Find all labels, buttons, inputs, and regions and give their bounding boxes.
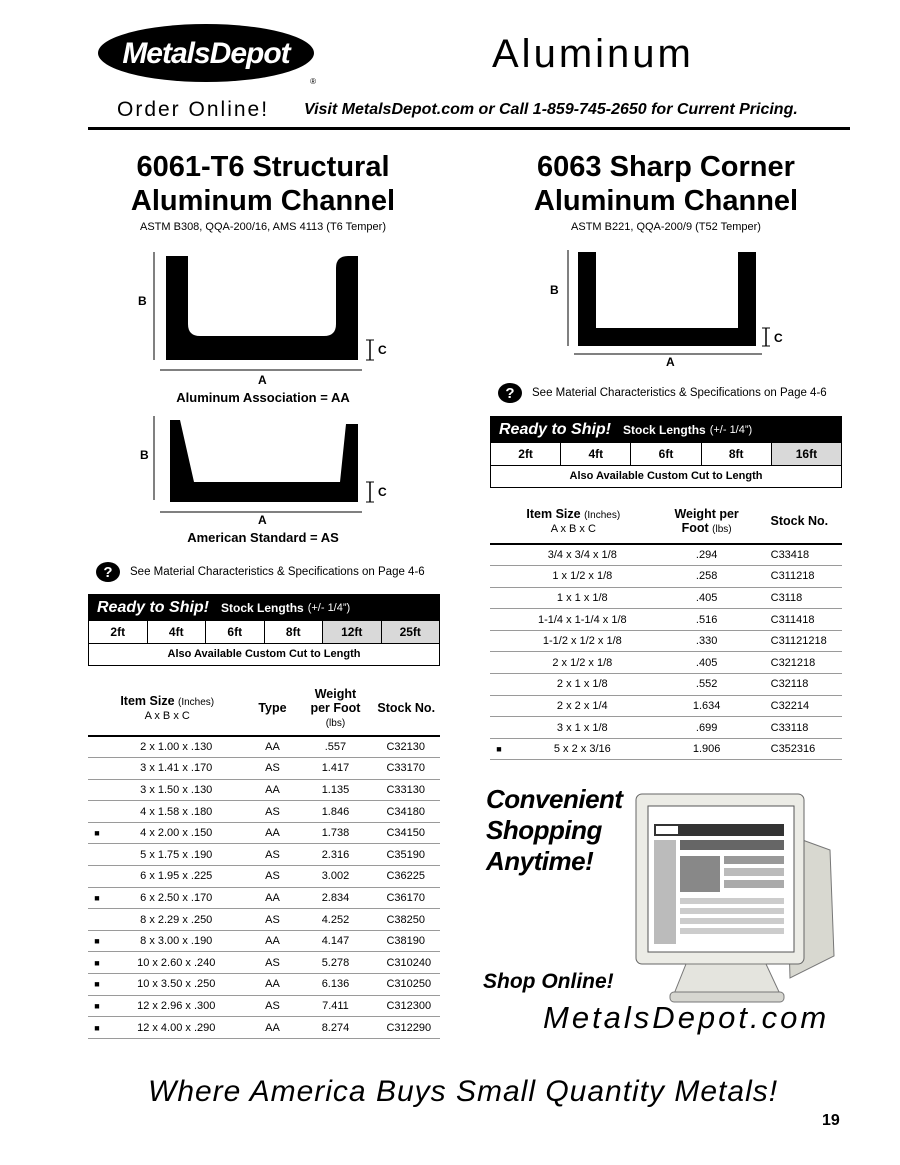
- table-row: [88, 995, 440, 1017]
- type-cell: AS: [246, 995, 298, 1017]
- stock-no-cell: C31121218: [757, 630, 842, 652]
- row-bullet: [88, 866, 106, 888]
- item-size-cell: 3 x 1.50 x .130: [106, 779, 246, 801]
- aa-label-a: A: [258, 373, 267, 387]
- right-length-option: 4ft: [561, 443, 631, 465]
- metalsdepot-logo: [98, 24, 320, 86]
- table-row: [88, 844, 440, 866]
- left-length-option: 25ft: [382, 621, 440, 643]
- as-label-c: C: [378, 485, 387, 499]
- stock-no-cell: C311218: [757, 566, 842, 588]
- weight-cell: .405: [657, 652, 757, 674]
- left-see-material[interactable]: [96, 562, 425, 582]
- weight-cell: .552: [657, 674, 757, 696]
- left-ready-to-ship: Ready to Ship!: [97, 599, 210, 616]
- row-bullet: [490, 609, 508, 631]
- logo-registered-mark: ®: [310, 77, 316, 86]
- weight-cell: 1.846: [298, 801, 372, 823]
- weight-cell: .405: [657, 587, 757, 609]
- type-header: Type: [246, 684, 298, 736]
- weight-cell: 2.316: [298, 844, 372, 866]
- type-cell: AS: [246, 758, 298, 780]
- right-spec: ASTM B221, QQA-200/9 (T52 Temper): [571, 221, 761, 233]
- table-row: [490, 630, 842, 652]
- row-bullet: [490, 566, 508, 588]
- item-size-cell: 2 x 1.00 x .130: [106, 736, 246, 758]
- right-table-body: [490, 544, 842, 760]
- right-length-option: 8ft: [702, 443, 772, 465]
- item-size-cell: 3/4 x 3/4 x 1/8: [508, 544, 657, 566]
- item-size-cell: 3 x 1.41 x .170: [106, 758, 246, 780]
- stock-no-header: Stock No.: [757, 502, 842, 544]
- type-cell: AA: [246, 736, 298, 758]
- type-cell: AA: [246, 1017, 298, 1039]
- stock-no-cell: C321218: [757, 652, 842, 674]
- sc-label-b: B: [550, 283, 559, 297]
- weight-cell: 4.147: [298, 930, 372, 952]
- item-size-cell: 1-1/2 x 1/2 x 1/8: [508, 630, 657, 652]
- aa-caption: Aluminum Association = AA: [176, 390, 350, 405]
- left-title-line2: Aluminum Channel: [130, 185, 396, 217]
- right-length-options: [491, 443, 841, 466]
- header-rule: [88, 127, 850, 130]
- row-bullet: ■: [88, 930, 106, 952]
- item-size-cell: 8 x 2.29 x .250: [106, 909, 246, 931]
- left-stock-lengths-box: [88, 594, 440, 666]
- stock-no-cell: C35190: [372, 844, 440, 866]
- weight-cell: 4.252: [298, 909, 372, 931]
- left-table-body: [88, 736, 440, 1038]
- left-title-line1: 6061-T6 Structural: [136, 151, 390, 183]
- footer-tagline: Where America Buys Small Quantity Metals!: [148, 1075, 779, 1108]
- left-length-options: [89, 621, 439, 644]
- item-size-cell: 4 x 1.58 x .180: [106, 801, 246, 823]
- right-product-table: [490, 502, 842, 760]
- left-length-option: 8ft: [265, 621, 324, 643]
- type-cell: AS: [246, 801, 298, 823]
- row-bullet: [88, 909, 106, 931]
- row-bullet: ■: [88, 974, 106, 996]
- item-size-cell: 6 x 2.50 x .170: [106, 887, 246, 909]
- order-online-label: Order Online!: [117, 98, 270, 121]
- right-tolerance: (+/- 1/4”): [709, 424, 753, 436]
- weight-cell: 7.411: [298, 995, 372, 1017]
- stock-no-cell: C33170: [372, 758, 440, 780]
- right-title-line2: Aluminum Channel: [533, 185, 799, 217]
- item-size-cell: 3 x 1 x 1/8: [508, 717, 657, 739]
- item-size-cell: 2 x 1/2 x 1/8: [508, 652, 657, 674]
- stock-no-cell: C310240: [372, 952, 440, 974]
- weight-cell: 1.135: [298, 779, 372, 801]
- weight-cell: 5.278: [298, 952, 372, 974]
- table-row: [88, 887, 440, 909]
- left-length-option: 4ft: [148, 621, 207, 643]
- table-row: [88, 801, 440, 823]
- table-row: [88, 974, 440, 996]
- right-stock-lengths-box: [490, 416, 842, 488]
- item-size-cell: 1 x 1/2 x 1/8: [508, 566, 657, 588]
- weight-cell: .330: [657, 630, 757, 652]
- row-bullet: ■: [88, 1017, 106, 1039]
- sc-label-a: A: [666, 355, 675, 369]
- aa-channel-diagram: [130, 248, 400, 388]
- right-length-option: 2ft: [491, 443, 561, 465]
- right-product-title: [490, 150, 842, 218]
- item-size-cell: 4 x 2.00 x .150: [106, 822, 246, 844]
- row-bullet: [88, 844, 106, 866]
- computer-monitor-image: [630, 788, 842, 1006]
- shop-online-text: Shop Online!: [483, 970, 614, 993]
- left-custom-cut: Also Available Custom Cut to Length: [167, 648, 361, 660]
- help-question-icon: ?: [498, 383, 522, 403]
- row-bullet: [490, 630, 508, 652]
- promo-line1: Convenient: [486, 784, 623, 814]
- table-row: [88, 930, 440, 952]
- weight-cell: 8.274: [298, 1017, 372, 1039]
- stock-no-cell: C312300: [372, 995, 440, 1017]
- weight-cell: 3.002: [298, 866, 372, 888]
- weight-cell: .699: [657, 717, 757, 739]
- table-row: [490, 609, 842, 631]
- promo-headline: [486, 784, 623, 877]
- stock-no-cell: C32130: [372, 736, 440, 758]
- item-size-header: Item Size (Inches) A x B x C: [88, 684, 246, 736]
- page-title: Aluminum: [492, 32, 694, 76]
- stock-no-cell: C311418: [757, 609, 842, 631]
- stock-no-cell: C36225: [372, 866, 440, 888]
- weight-cell: 1.417: [298, 758, 372, 780]
- item-size-cell: 8 x 3.00 x .190: [106, 930, 246, 952]
- stock-no-cell: C32214: [757, 695, 842, 717]
- left-stock-lengths-label: Stock Lengths: [221, 601, 304, 615]
- stock-no-header: Stock No.: [372, 684, 440, 736]
- item-size-cell: 2 x 1 x 1/8: [508, 674, 657, 696]
- stock-no-cell: C38250: [372, 909, 440, 931]
- as-label-a: A: [258, 513, 267, 527]
- weight-cell: .516: [657, 609, 757, 631]
- type-cell: AA: [246, 822, 298, 844]
- row-bullet: [490, 544, 508, 566]
- weight-cell: 1.634: [657, 695, 757, 717]
- row-bullet: ■: [88, 995, 106, 1017]
- weight-cell: .294: [657, 544, 757, 566]
- stock-no-cell: C33118: [757, 717, 842, 739]
- left-product-table: [88, 684, 440, 1039]
- item-size-cell: 2 x 2 x 1/4: [508, 695, 657, 717]
- left-length-option: 6ft: [206, 621, 265, 643]
- type-cell: AS: [246, 909, 298, 931]
- table-row: [88, 779, 440, 801]
- right-ready-to-ship: Ready to Ship!: [499, 421, 612, 438]
- item-size-header: Item Size (Inches) A x B x C: [490, 502, 657, 544]
- logo-text: MetalsDepot: [122, 37, 290, 70]
- right-stock-lengths-label: Stock Lengths: [623, 423, 706, 437]
- row-bullet: [88, 779, 106, 801]
- right-stock-header: [491, 417, 841, 443]
- item-size-cell: 10 x 3.50 x .250: [106, 974, 246, 996]
- stock-no-cell: C310250: [372, 974, 440, 996]
- row-bullet: ■: [490, 738, 508, 760]
- table-row: [490, 695, 842, 717]
- table-row: [490, 544, 842, 566]
- type-cell: AA: [246, 779, 298, 801]
- type-cell: AS: [246, 952, 298, 974]
- right-length-option: 16ft: [772, 443, 841, 465]
- stock-no-cell: C34180: [372, 801, 440, 823]
- stock-no-cell: C32118: [757, 674, 842, 696]
- sharp-corner-channel-diagram: [540, 246, 800, 370]
- website-link[interactable]: MetalsDepot.com: [543, 1000, 830, 1035]
- stock-no-cell: C36170: [372, 887, 440, 909]
- row-bullet: [490, 674, 508, 696]
- item-size-cell: 10 x 2.60 x .240: [106, 952, 246, 974]
- right-see-material[interactable]: [498, 383, 827, 403]
- table-row: [490, 652, 842, 674]
- table-row: [88, 758, 440, 780]
- table-row: [490, 566, 842, 588]
- weight-cell: .557: [298, 736, 372, 758]
- type-cell: AS: [246, 866, 298, 888]
- left-see-material-text: See Material Characteristics & Specifications on Page 4-6: [130, 566, 425, 578]
- weight-cell: 1.906: [657, 738, 757, 760]
- item-size-cell: 5 x 2 x 3/16: [508, 738, 657, 760]
- stock-no-cell: C312290: [372, 1017, 440, 1039]
- type-cell: AA: [246, 974, 298, 996]
- table-row: [88, 822, 440, 844]
- promo-line2: Shopping: [486, 815, 602, 845]
- as-label-b: B: [140, 448, 149, 462]
- sc-label-c: C: [774, 331, 783, 345]
- left-tolerance: (+/- 1/4”): [307, 602, 351, 614]
- row-bullet: [490, 717, 508, 739]
- table-row: [88, 952, 440, 974]
- visit-pricing-text: Visit MetalsDepot.com or Call 1-859-745-2650 for Current Pricing.: [304, 101, 798, 118]
- row-bullet: ■: [88, 822, 106, 844]
- item-size-cell: 12 x 4.00 x .290: [106, 1017, 246, 1039]
- weight-cell: 1.738: [298, 822, 372, 844]
- row-bullet: [88, 758, 106, 780]
- item-size-cell: 12 x 2.96 x .300: [106, 995, 246, 1017]
- table-row: [88, 909, 440, 931]
- right-table-header-row: [490, 502, 842, 544]
- row-bullet: ■: [88, 887, 106, 909]
- left-length-option: 12ft: [323, 621, 382, 643]
- type-cell: AS: [246, 844, 298, 866]
- stock-no-cell: C352316: [757, 738, 842, 760]
- aa-label-b: B: [138, 294, 147, 308]
- row-bullet: [490, 695, 508, 717]
- row-bullet: ■: [88, 952, 106, 974]
- stock-no-cell: C38190: [372, 930, 440, 952]
- right-custom-cut: Also Available Custom Cut to Length: [569, 470, 763, 482]
- help-question-icon: ?: [96, 562, 120, 582]
- weight-cell: 2.834: [298, 887, 372, 909]
- left-stock-header: [89, 595, 439, 621]
- right-see-material-text: See Material Characteristics & Specifications on Page 4-6: [532, 387, 827, 399]
- weight-cell: 6.136: [298, 974, 372, 996]
- row-bullet: [88, 801, 106, 823]
- table-row: [490, 587, 842, 609]
- row-bullet: [490, 587, 508, 609]
- right-title-line1: 6063 Sharp Corner: [537, 151, 795, 183]
- left-table-header-row: [88, 684, 440, 736]
- table-row: [88, 1017, 440, 1039]
- stock-no-cell: C33418: [757, 544, 842, 566]
- table-row: [88, 866, 440, 888]
- aa-label-c: C: [378, 343, 387, 357]
- table-row: [490, 674, 842, 696]
- type-cell: AA: [246, 930, 298, 952]
- type-cell: AA: [246, 887, 298, 909]
- item-size-cell: 6 x 1.95 x .225: [106, 866, 246, 888]
- row-bullet: [88, 736, 106, 758]
- stock-no-cell: C33130: [372, 779, 440, 801]
- stock-no-cell: C3118: [757, 587, 842, 609]
- table-row: [490, 717, 842, 739]
- row-bullet: [490, 652, 508, 674]
- item-size-cell: 5 x 1.75 x .190: [106, 844, 246, 866]
- promo-line3: Anytime!: [486, 846, 594, 876]
- left-product-title: [88, 150, 438, 218]
- weight-header: Weight per Foot (lbs): [298, 684, 372, 736]
- item-size-cell: 1-1/4 x 1-1/4 x 1/8: [508, 609, 657, 631]
- as-channel-diagram: [130, 412, 400, 530]
- table-row: [88, 736, 440, 758]
- item-size-cell: 1 x 1 x 1/8: [508, 587, 657, 609]
- right-length-option: 6ft: [631, 443, 701, 465]
- left-spec: ASTM B308, QQA-200/16, AMS 4113 (T6 Temper): [140, 221, 386, 233]
- table-row: [490, 738, 842, 760]
- weight-cell: .258: [657, 566, 757, 588]
- page-number: 19: [822, 1112, 840, 1129]
- stock-no-cell: C34150: [372, 822, 440, 844]
- left-length-option: 2ft: [89, 621, 148, 643]
- as-caption: American Standard = AS: [187, 530, 339, 545]
- weight-header: Weight per Foot (lbs): [657, 502, 757, 544]
